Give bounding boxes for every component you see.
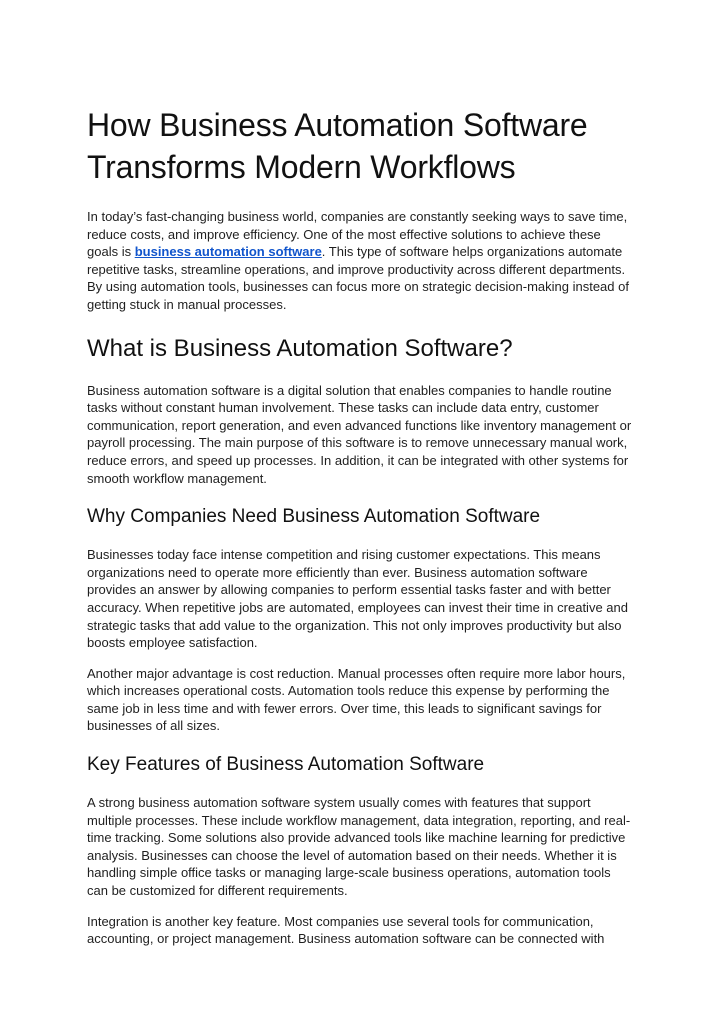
paragraph-why-2: Another major advantage is cost reduction. Manual processes often require more labor hours, which increases operational costs. Automation tools reduce this expense by performing the same job in less time and with fewer errors. Over time, this leads to significant savings for businesses of all sizes. <box>87 665 626 734</box>
heading-why-companies: Why Companies Need Business Automation Software <box>87 506 541 528</box>
business-automation-software-link[interactable]: business automation software <box>134 244 322 260</box>
intro-text-before-link: In today’s fast-changing business world, companies are constantly seeking ways to save time, reduce costs, and improve efficiency. One of the most effective solutions to achieve these goals is <box>87 209 628 260</box>
paragraph-why-1: Businesses today face intense competition and rising customer expectations. This means organizations need to operate more efficiently than ever. Business automation software provides an answer by allowing companies to perform essential tasks faster and with better accuracy. When repetitive jobs are automated, employees can invest their time in creative and strategic tasks that add value to the organization. This not only improves productivity but also boosts employee satisfaction. <box>87 547 628 651</box>
intro-text-after-link: . This type of software helps organizations automate repetitive tasks, streamline operations, and improve productivity across different departments. By using automation tools, businesses can focus more on strategic decision-making instead of getting stuck in manual processes. <box>87 244 629 312</box>
page-title: How Business Automation Software Transforms Modern Workflows <box>87 107 588 185</box>
paragraph-features-2: Integration is another key feature. Most companies use several tools for communication, accounting, or project management. Business automation software can be connected with <box>87 913 605 947</box>
document-page <box>87 104 635 961</box>
heading-key-features: Key Features of Business Automation Software <box>87 754 485 776</box>
paragraph-features-1: A strong business automation software system usually comes with features that support multiple processes. These include workflow management, data integration, reporting, and real-time tracking. Some solutions also provide advanced tools like machine learning for predictive analysis. Businesses can choose the level of automation based on their needs. Whether it is handling simple office tasks or managing large-scale business operations, automation tools can be customized for different requirements. <box>87 795 631 899</box>
paragraph-what-is: Business automation software is a digital solution that enables companies to handle routine tasks without constant human involvement. These tasks can include data entry, customer communication, report generation, and even advanced functions like inventory management or payroll processing. The main purpose of this software is to remove unnecessary manual work, reduce errors, and speed up processes. In addition, it can be integrated with other systems for smooth workflow management. <box>87 382 632 486</box>
intro-paragraph <box>87 208 635 314</box>
heading-what-is: What is Business Automation Software? <box>87 334 513 362</box>
